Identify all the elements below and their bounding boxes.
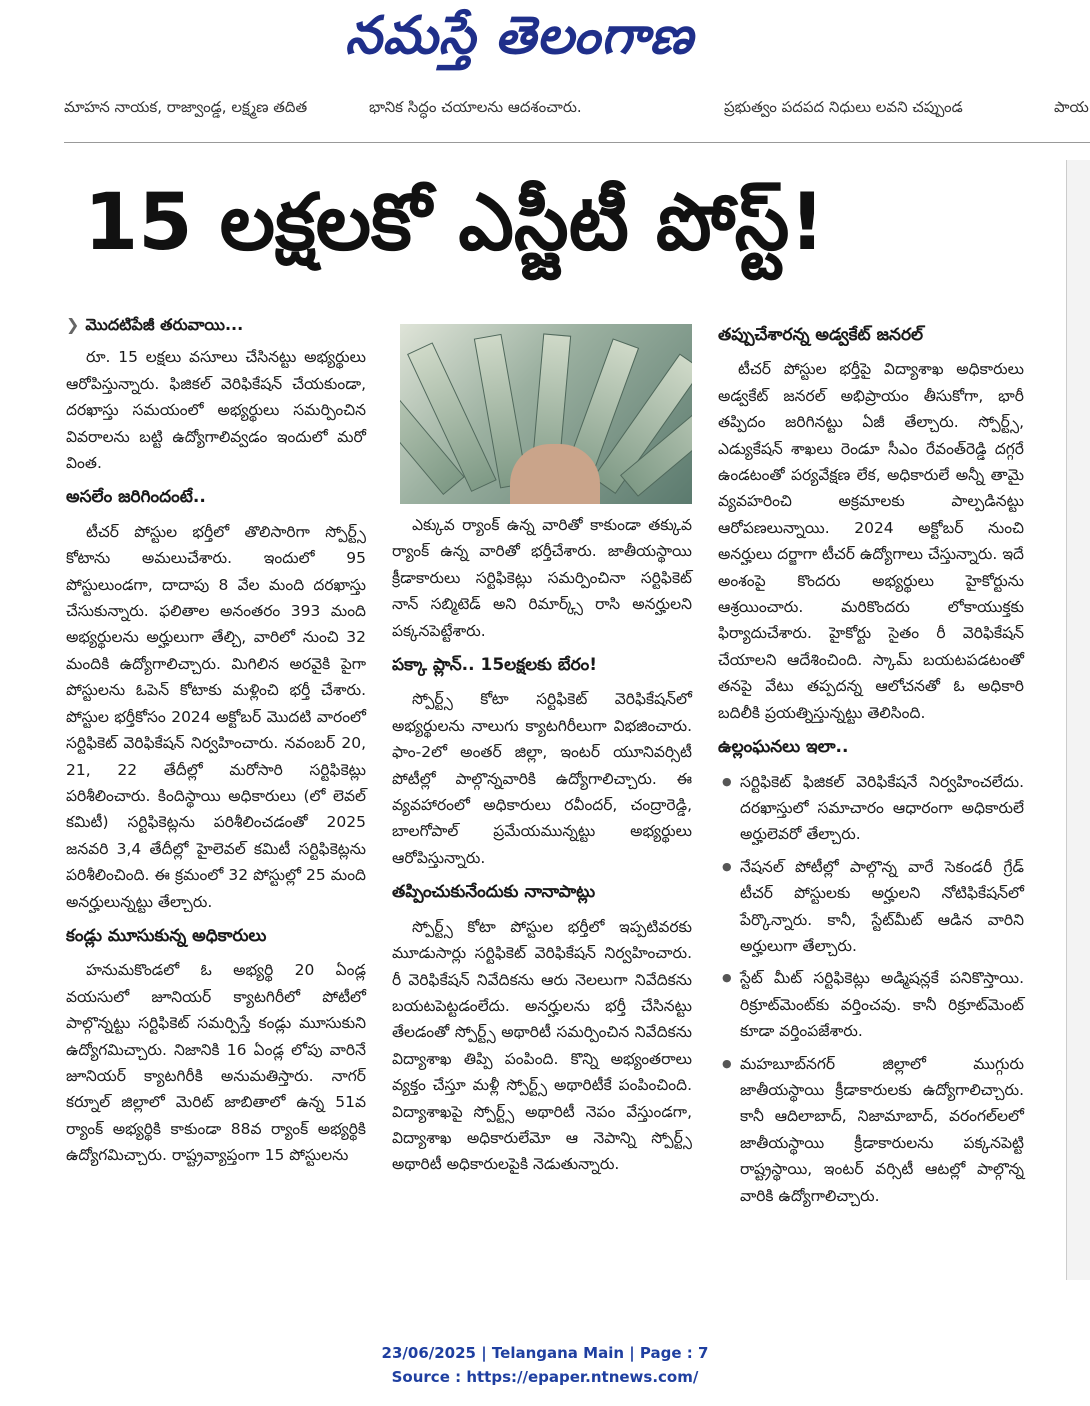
paragraph: టీచర్ పోస్టుల భర్తీలో తొలిసారిగా స్పోర్ట్స్ కోటాను అమలుచేశారు. ఇందులో 95 పోస్టులుండగా, దాదాపు 8 వేల మంది దరఖాస్తు చేసుకున్నారు. ఫలితాల అనంతరం 393 మంది అభ్యర్థులను అర్హులుగా తేల్చి, వారిలో నుంచి 32 మందికి ఉద్యోగాలిచ్చారు. మిగిలిన అరవైకి పైగా పోస్టులను ఓపెన్ కోటాకు మళ్లించి భర్తీ చేశారు. పోస్టుల భర్తీకోసం 2024 అక్టోబర్ మొదటి వారంలో సర్టిఫికెట్ వెరిఫికేషన్ నిర్వహించారు. నవంబర్ 20, 21, 22 తేదీల్లో మరోసారి సర్టిఫికెట్లు పరిశీలించారు. కిందిస్థాయి అధికారులు (లో లెవల్ కమిటీ) సర్టిఫికెట్లను పరిశీలించడంతో 2025 జనవరి 3,4 తేదీల్లో హైలెవల్ కమిటీ సర్టిఫికెట్లను పరిశీలించింది. ఈ క్రమంలో 32 పోస్టుల్లో 25 మంది అనర్హులున్నట్టు తేల్చారు. xyxy=(66,522,366,911)
list-item: ● నేషనల్ పోటీల్లో పాల్గొన్న వారే సెకండరీ గ్రేడ్ టీచర్ పోస్టులకు అర్హులని నోటిఫికేషన్‌లో పేర్కొన్నారు. కానీ, స్టేట్‌మీట్ ఆడిన వారిని అర్హులుగా తేల్చారు. xyxy=(718,854,1024,960)
teaser-1[interactable]: మాహన నాయక, రాజ్వాండ్డ, లక్ష్మణ తదిత xyxy=(64,98,308,116)
paragraph: స్పోర్ట్స్ కోటా పోస్టుల భర్తీలో ఇప్పటివరకు మూడుసార్లు సర్టిఫికెట్ వెరిఫికేషన్ నిర్వహించారు. రీ వెరిఫికేషన్ నివేదికను ఆరు నెలలుగా నివేదికను బయటపెట్టడంలేదు. అనర్హులను భర్తీ చేసినట్టు తేలడంతో స్పోర్ట్స్ అథారిటీ సమర్పించిన నివేదికను విద్యాశాఖ తిప్పి పంపింది. కొన్ని అభ్యంతరాలు వ్యక్తం చేస్తూ మళ్లీ స్పోర్ట్స్ అథారిటీకే పంపించింది. విద్యాశాఖపై స్పోర్ట్స్ అథారిటీ నెపం వేస్తుండగా, విద్యాశాఖ అధికారులేమో ఆ నెపాన్ని స్పోర్ట్స్ అథారిటీ అధికారులపైకి నెడుతున్నారు. xyxy=(392,917,692,1174)
footer-date-line: 23/06/2025 | Telangana Main | Page : 7 xyxy=(381,1344,709,1362)
subheading: ఉల్లంఘనలు ఇలా.. xyxy=(718,737,849,758)
footer-source-line[interactable]: Source : https://epaper.ntnews.com/ xyxy=(391,1368,699,1386)
masthead-title: నమస్తే తెలంగాణ xyxy=(345,6,694,66)
teaser-strip xyxy=(64,98,1090,124)
violations-list xyxy=(718,769,1024,1210)
list-item: ● స్టేట్ మీట్ సర్టిఫికెట్లు అడ్మిషన్లకే పనికొస్తాయి. రిక్రూట్‌మెంట్‌కు వర్తించవు. కానీ రిక్రూట్‌మెంట్ కూడా వర్తింపజేశారు. xyxy=(718,965,1024,1044)
currency-notes-photo xyxy=(400,324,692,504)
masthead xyxy=(0,0,1090,80)
teaser-3[interactable]: ప్రభుత్వం పదపద నిధులు లవని చప్పుండ xyxy=(724,98,963,116)
continued-label: ❯ మొదటిపేజీ తరువాయి... xyxy=(66,315,244,334)
list-item: ● మహబూబ్‌నగర్ జిల్లాలో ముగ్గురు జాతీయస్థాయి క్రీడాకారులకు ఉద్యోగాలిచ్చారు. కానీ ఆదిలాబాద్, నిజామాబాద్, వరంగల్‌లలో జాతీయస్థాయి క్రీడాకారులను పక్కనపెట్టి రాష్ట్రస్థాయి, ఇంటర్ వర్సిటీ ఆటల్లో పాల్గొన్న వారికి ఉద్యోగాలిచ్చారు. xyxy=(718,1051,1024,1209)
chevron-right-icon: ❯ xyxy=(66,315,80,334)
article-headline: 15 లక్షలకో ఎస్జీటీ పోస్ట్! xyxy=(84,178,825,268)
adjacent-article-strip xyxy=(1066,160,1090,1280)
paragraph: టీచర్ పోస్టుల భర్తీపై విద్యాశాఖ అధికారులు అడ్వకేట్ జనరల్ అభిప్రాయం తీసుకోగా, భారీ తప్పిదం జరిగినట్టు ఏజీ తేల్చారు. స్పోర్ట్స్, ఎడ్యుకేషన్ శాఖలు రెండూ సీఎం రేవంత్‌రెడ్డి దగ్గరే ఉండటంతో పర్యవేక్షణ లేక, అధికారులే అన్నీ తామై వ్యవహరించి అక్రమాలకు పాల్పడినట్టు ఆరోపణలున్నాయి. 2024 అక్టోబర్ నుంచి అనర్హులు దర్జాగా టీచర్ ఉద్యోగాలు చేస్తున్నారు. ఇదే అంశంపై కొందరు అభ్యర్థులు హైకోర్టును ఆశ్రయించారు. మరికొందరు లోకాయుక్తకు ఫిర్యాదుచేశారు. హైకోర్టు సైతం రీ వెరిఫికేషన్ చేయాలని ఆదేశించింది. స్కామ్ బయటపడటంతో తనపై వేటు తప్పదన్న ఆలోచనతో ఓ అధికారి బదిలీకి ప్రయత్నిస్తున్నట్టు తెలిసింది. xyxy=(718,360,1024,722)
column-3 xyxy=(718,322,1024,1215)
column-1 xyxy=(66,312,366,1175)
column-2 xyxy=(392,512,692,1184)
paragraph: ఎక్కువ ర్యాంక్ ఉన్న వారితో కాకుండా తక్కువ ర్యాంక్ ఉన్న వారితో భర్తీచేశారు. జాతీయస్థాయి క్రీడాకారులు సర్టిఫికెట్లు సమర్పించినా సర్టిఫికెట్ నాన్ సబ్మిటెడ్ అని రిమార్క్స్ రాసి అనర్హులని పక్కనపెట్టేశారు. xyxy=(392,516,692,640)
subheading: తప్పించుకునేందుకు నానాపాట్లు xyxy=(392,882,596,903)
paragraph: స్పోర్ట్స్ కోటా సర్టిఫికెట్ వెరిఫికేషన్‌లో అభ్యర్థులను నాలుగు క్యాటగిరీలుగా విభజించారు. ఫాం-2లో అంతర్ జిల్లా, ఇంటర్ యూనివర్సిటీ పోటీల్లో పాల్గొన్నవారికి ఉద్యోగాలిచ్చారు. ఈ వ్యవహారంలో అధికారులు రవీందర్, చంద్రారెడ్డి, బాలగోపాల్ ప్రమేయమున్నట్టు అభ్యర్థులు ఆరోపిస్తున్నారు. xyxy=(392,690,692,867)
teaser-4[interactable]: పాయ xyxy=(1054,98,1089,116)
subheading: కండ్లు మూసుకున్న అధికారులు xyxy=(66,925,267,946)
subheading: పక్కా ప్లాన్.. 15లక్షలకు బేరం! xyxy=(392,655,598,676)
header-divider xyxy=(64,142,1090,143)
list-item: ● సర్టిఫికెట్ ఫిజికల్ వెరిఫికేషనే నిర్వహించలేదు. దరఖాస్తులో సమాచారం ఆధారంగా అధికారులే అర్హులెవరో తేల్చారు. xyxy=(718,769,1024,848)
subheading: అసలేం జరిగిందంటే.. xyxy=(66,487,206,508)
subheading: తప్పుచేశారన్న అడ్వకేట్ జనరల్ xyxy=(718,325,924,345)
paragraph: హనుమకొండలో ఓ అభ్యర్థి 20 ఏండ్ల వయసులో జూనియర్ క్యాటగిరీలో పోటీలో పాల్గొన్నట్టు సర్టిఫికెట్ సమర్పిస్తే కండ్లు మూసుకుని ఉద్యోగమిచ్చారు. నిజానికి 16 ఏండ్ల లోపు వారినే జూనియర్ క్యాటగిరీకి అనుమతిస్తారు. నాగర్ కర్నూల్ జిల్లాలో మెరిట్ జాబితాలో ఉన్న 51వ ర్యాంక్ అభ్యర్థికి కాకుండా 88వ ర్యాంక్ అభ్యర్థికి ఉద్యోగమిచ్చారు. రాష్ట్రవ్యాప్తంగా 15 పోస్టులను xyxy=(66,961,366,1165)
teaser-2[interactable]: భానిక సిద్ధం చయాలను ఆదశంచారు. xyxy=(369,98,582,116)
paragraph: రూ. 15 లక్షలు వసూలు చేసినట్టు అభ్యర్థులు ఆరోపిస్తున్నారు. ఫిజికల్ వెరిఫికేషన్ చేయకుండా, దరఖాస్తు సమయంలో అభ్యర్థులు సమర్పించిన వివరాలను బట్టి ఉద్యోగాలివ్వడం ఇందులో మరో వింత. xyxy=(66,348,366,473)
